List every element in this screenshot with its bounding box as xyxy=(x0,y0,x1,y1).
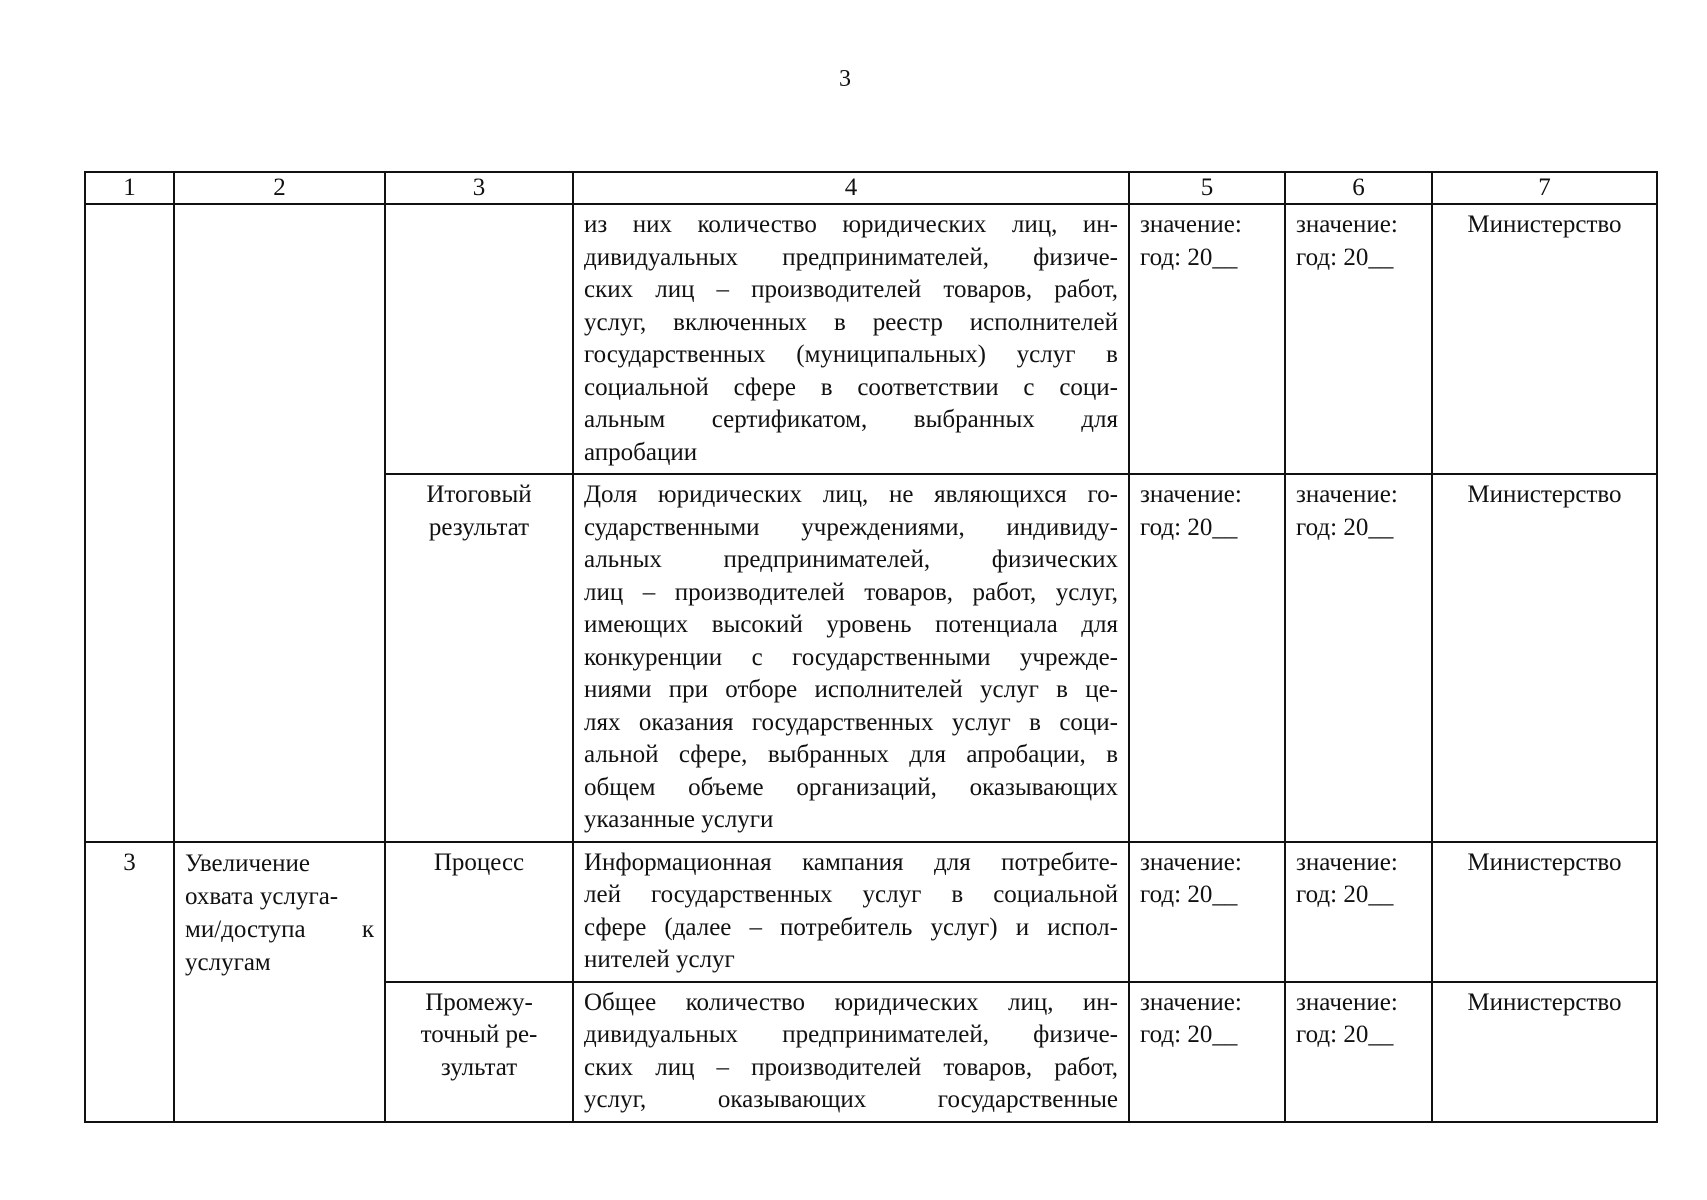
value-cell-6: значение: год: 20__ xyxy=(1285,982,1432,1122)
column-header: 7 xyxy=(1432,172,1657,204)
value-cell-6: значение: год: 20__ xyxy=(1285,842,1432,982)
value-cell-5: значение: год: 20__ xyxy=(1129,842,1285,982)
row-number-cell xyxy=(85,204,174,842)
responsible-cell: Министерство xyxy=(1432,842,1657,982)
column-header: 5 xyxy=(1129,172,1285,204)
indicators-table xyxy=(84,171,1658,1123)
column-header: 6 xyxy=(1285,172,1432,204)
column-header: 4 xyxy=(573,172,1129,204)
responsible-cell: Министерство xyxy=(1432,982,1657,1122)
stage-cell xyxy=(385,204,573,474)
stage-cell: Процесс xyxy=(385,842,573,982)
value-cell-5: значение: год: 20__ xyxy=(1129,474,1285,842)
goal-cell xyxy=(174,204,385,842)
table-row xyxy=(85,204,1657,474)
value-cell-6: значение: год: 20__ xyxy=(1285,204,1432,474)
table-header-row xyxy=(85,172,1657,204)
indicator-cell: Информационная кампания для потребите- лей государственных услуг в социальной сфере (далее – потребитель услуг) и испол- нителей услуг xyxy=(573,842,1129,982)
table-row xyxy=(85,842,1657,982)
responsible-cell: Министерство xyxy=(1432,474,1657,842)
indicator-cell: Доля юридических лиц, не являющихся го- сударственными учреждениями, индивиду- альных предпринимателей, физических лиц – производителей товаров, работ, услуг, имеющих высокий уровень потенциала для конкуренции с государственными учрежде- ниями при отборе исполнителей услуг в це- лях оказания государственных услуг в соци- альной сфере, выбранных для апробации, в общем объеме организаций, оказывающих указанные услуги xyxy=(573,474,1129,842)
value-cell-5: значение: год: 20__ xyxy=(1129,982,1285,1122)
responsible-cell: Министерство xyxy=(1432,204,1657,474)
value-cell-6: значение: год: 20__ xyxy=(1285,474,1432,842)
stage-cell: Итоговый результат xyxy=(385,474,573,842)
value-cell-5: значение: год: 20__ xyxy=(1129,204,1285,474)
column-header: 2 xyxy=(174,172,385,204)
column-header: 3 xyxy=(385,172,573,204)
indicator-cell: из них количество юридических лиц, ин- дивидуальных предпринимателей, физиче- ских лиц – производителей товаров, работ, услуг, включенных в реестр исполнителей государственных (муниципальных) услуг в социальной сфере в соответствии с соци- альным сертификатом, выбранных для апробации xyxy=(573,204,1129,474)
page-number: 3 xyxy=(839,66,851,92)
goal-cell: Увеличение охвата услуга- ми/доступа к услугам xyxy=(174,842,385,1122)
column-header: 1 xyxy=(85,172,174,204)
indicator-cell: Общее количество юридических лиц, ин- дивидуальных предпринимателей, физиче- ских лиц – производителей товаров, работ, услуг, оказывающих государственные xyxy=(573,982,1129,1122)
row-number-cell: 3 xyxy=(85,842,174,1122)
stage-cell: Промежу- точный ре- зультат xyxy=(385,982,573,1122)
